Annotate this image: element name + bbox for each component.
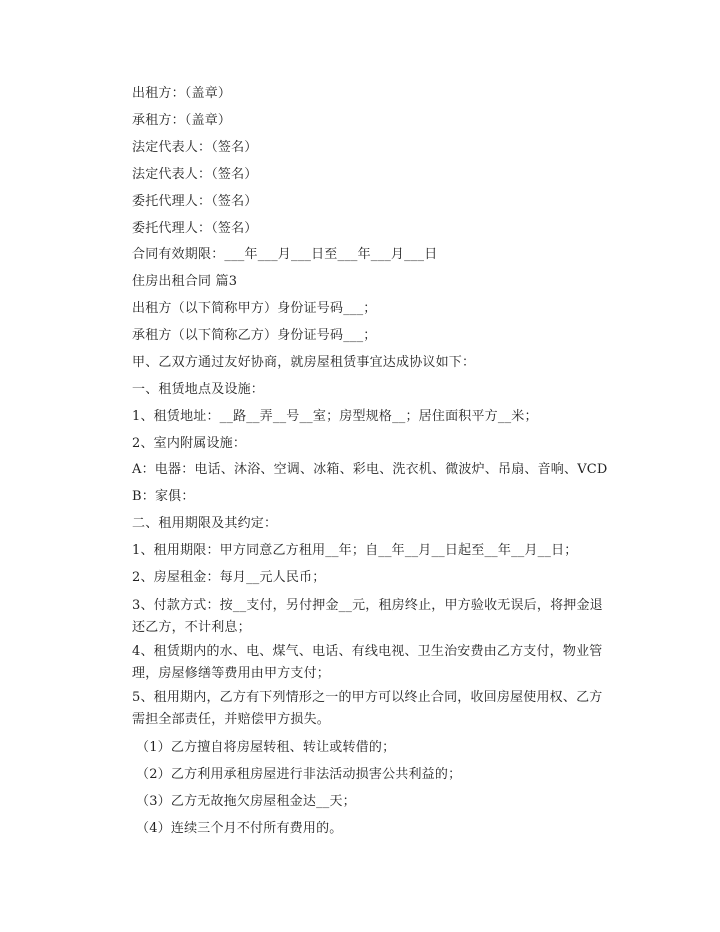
agent-line-2: 委托代理人：（签名） <box>132 221 258 236</box>
termination-paragraph: 5、租用期内，乙方有下列情形之一的甲方可以终止合同，收回房屋使用权、乙方需担全部责任，并赔偿甲方损失。 <box>132 690 603 727</box>
furniture-line: B：家俱： <box>132 489 195 504</box>
agreement-intro: 甲、乙双方通过友好协商，就房屋租赁事宜达成协议如下： <box>132 355 476 370</box>
expenses-paragraph: 4、租赁期内的水、电、煤气、电话、有线电视、卫生治安费由乙方支付，物业管理，房屋修缮等费用由甲方支付； <box>132 644 603 681</box>
termination-item-4: （4）连续三个月不付所有费用的。 <box>136 821 343 836</box>
contract-validity-period: 合同有效期限：___年___月___日至___年___月___日 <box>132 247 438 262</box>
lessor-id-line: 出租方（以下简称甲方）身份证号码___； <box>132 301 377 316</box>
lessee-id-line: 承租方（以下简称乙方）身份证号码___； <box>132 328 377 343</box>
legal-representative-line-1: 法定代表人：（签名） <box>132 140 258 155</box>
section-one-heading: 一、租赁地点及设施： <box>132 382 265 397</box>
legal-representative-line-2: 法定代表人：（签名） <box>132 167 258 182</box>
termination-item-2: （2）乙方利用承租房屋进行非法活动损害公共利益的； <box>136 767 462 782</box>
agent-line-1: 委托代理人：（签名） <box>132 194 258 209</box>
payment-method-paragraph: 3、付款方式：按__支付，另付押金__元，租房终止，甲方验收无误后，将押金退还乙方，不计利息； <box>132 598 603 635</box>
section-two-heading: 二、租用期限及其约定： <box>132 516 278 531</box>
lessor-seal-line: 出租方：（盖章） <box>132 86 232 101</box>
attached-facilities-heading: 2、室内附属设施： <box>132 436 247 451</box>
lessee-seal-line: 承租方：（盖章） <box>132 113 232 128</box>
appliances-line: A：电器：电话、沐浴、空调、冰箱、彩电、洗衣机、微波炉、吊扇、音响、VCD <box>132 462 608 477</box>
rental-term-line: 1、租用期限：甲方同意乙方租用__年；自__年__月__日起至__年__月__日； <box>132 543 578 558</box>
termination-item-1: （1）乙方擅自将房屋转租、转让或转借的； <box>136 740 396 755</box>
rental-address-line: 1、租赁地址：__路__弄__号__室；房型规格__；居住面积平方__米； <box>132 409 538 424</box>
rent-amount-line: 2、房屋租金：每月__元人民币； <box>132 570 326 585</box>
termination-item-3: （3）乙方无故拖欠房屋租金达__天； <box>136 794 356 809</box>
contract-title: 住房出租合同 篇3 <box>132 274 238 289</box>
